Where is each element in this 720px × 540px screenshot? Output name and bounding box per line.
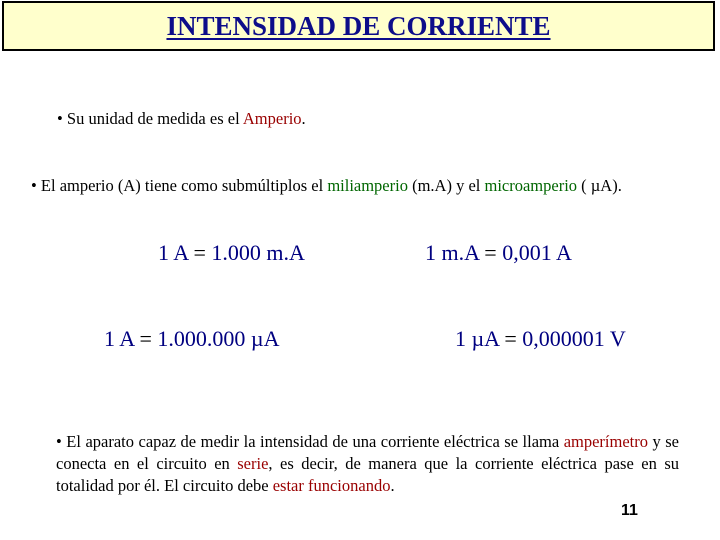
bullet-text-end: .: [301, 109, 306, 128]
para-text-4: .: [390, 476, 395, 495]
equation-left: 1 A: [104, 326, 134, 351]
para-text-2: y se conecta en el circuito en: [56, 432, 679, 473]
bullet-marker: •: [57, 109, 63, 128]
page-number: 11: [621, 502, 638, 519]
ammeter-paragraph: [56, 431, 679, 497]
highlight-serie: serie: [237, 454, 269, 473]
bullet-text: Su unidad de medida es el: [66, 109, 243, 128]
equation-operator: =: [484, 240, 497, 265]
equation-a-to-ma: [158, 240, 305, 266]
bullet-text-mid: (m.A) y el: [407, 176, 485, 195]
equation-right: 0,001 A: [502, 240, 572, 265]
bullet-submultiples: [31, 176, 622, 196]
equation-right: 1.000 m.A: [211, 240, 305, 265]
equation-operator: =: [193, 240, 206, 265]
equation-operator: =: [139, 326, 152, 351]
page-title: INTENSIDAD DE CORRIENTE: [166, 11, 551, 41]
equation-ua-to-a: [455, 326, 626, 352]
highlight-estar-funcionando: estar funcionando: [272, 476, 391, 495]
equation-left: 1 m.A: [425, 240, 479, 265]
highlight-miliamperio: miliamperio: [327, 176, 408, 195]
title-box: [2, 1, 715, 51]
highlight-amperio: Amperio: [242, 109, 302, 128]
para-marker: •: [56, 432, 62, 451]
bullet-text-end: ( µA).: [577, 176, 622, 195]
highlight-microamperio: microamperio: [484, 176, 578, 195]
equation-left: 1 µA: [455, 326, 499, 351]
highlight-amperimetro: amperímetro: [563, 432, 648, 451]
bullet-unit: [57, 109, 306, 129]
equation-a-to-ua: [104, 326, 279, 352]
equation-operator: =: [504, 326, 517, 351]
equation-left: 1 A: [158, 240, 188, 265]
para-text-3: , es decir, de manera que la corriente eléctrica pase en su totalidad por él. El circuito debe: [56, 454, 679, 495]
equation-ma-to-a: [425, 240, 572, 266]
equation-right: 1.000.000 µA: [157, 326, 280, 351]
bullet-text: El amperio (A) tiene como submúltiplos el: [40, 176, 328, 195]
equation-right: 0,000001 V: [522, 326, 626, 351]
para-text-1: El aparato capaz de medir la intensidad de una corriente eléctrica se llama: [61, 432, 564, 451]
bullet-marker: •: [31, 176, 37, 195]
